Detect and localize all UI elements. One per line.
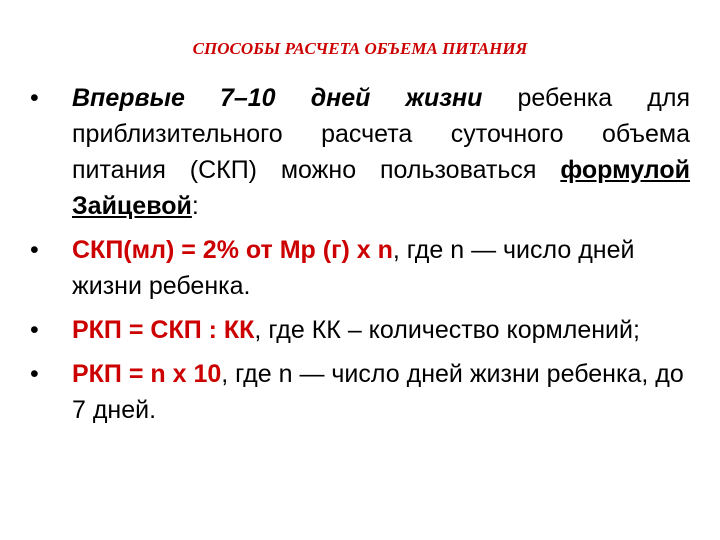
formula-name: формулой Зайцевой xyxy=(72,156,690,220)
bullet-icon: • xyxy=(30,236,39,264)
bullet-item-rkp-feedings xyxy=(30,312,690,348)
bullet-text: , где n — число дней жизни ребенка, до 7 дней. xyxy=(72,360,684,424)
bullet-icon: • xyxy=(30,360,39,388)
bullet-tail: : xyxy=(191,192,199,220)
bullet-icon: • xyxy=(30,84,39,112)
slide-title: СПОСОБЫ РАСЧЕТА ОБЪЕМА ПИТАНИЯ xyxy=(192,39,528,58)
period-emphasis: Впервые 7–10 дней жизни xyxy=(72,84,483,112)
bullet-item-skp-formula xyxy=(30,232,690,304)
formula: РКП = СКП : КК xyxy=(72,316,255,344)
bullet-item-rkp-days xyxy=(30,356,690,428)
bullet-icon: • xyxy=(30,316,39,344)
bullet-item-zaitseva xyxy=(30,80,690,224)
bullet-list xyxy=(30,80,690,436)
formula: РКП = n х 10 xyxy=(72,360,222,388)
formula: СКП(мл) = 2% от Мр (г) х n xyxy=(72,236,393,264)
bullet-text: , где n — число дней жизни ребенка. xyxy=(72,236,635,300)
bullet-text: ребенка для приблизительного расчета суточного объема питания (СКП) можно пользоваться xyxy=(72,84,690,184)
bullet-text: , где КК – количество кормлений; xyxy=(254,316,640,344)
